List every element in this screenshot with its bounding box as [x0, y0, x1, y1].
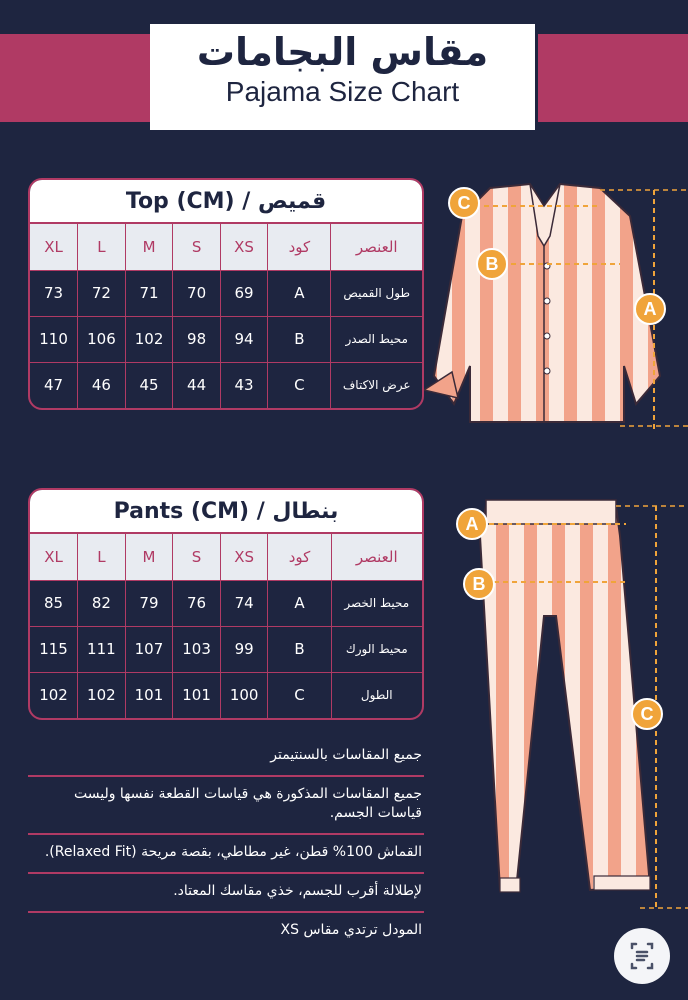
cell-xs: 99	[220, 626, 268, 672]
table-row	[30, 626, 422, 672]
col-header-m: M	[125, 224, 173, 270]
col-header-code: كود	[268, 534, 331, 580]
cell-xs: 69	[220, 270, 267, 316]
top-badge-b: B	[476, 248, 508, 280]
top-table-title: Top (CM) / قميص	[30, 180, 422, 224]
col-header-xs: XS	[220, 224, 267, 270]
cell-label: عرض الاكتاف	[342, 378, 411, 393]
cell-s: 76	[173, 580, 221, 626]
scan-text-icon	[614, 928, 670, 984]
cell-s: 101	[173, 672, 221, 718]
note-fit-advice: لإطلالة أقرب للجسم، خذي مقاسك المعتاد.	[28, 874, 424, 913]
cell-l: 102	[78, 672, 126, 718]
pants-badge-b: B	[463, 568, 495, 600]
col-header-item: العنصر	[331, 534, 422, 580]
cell-xl: 47	[30, 362, 78, 408]
cell-code: A	[268, 270, 331, 316]
table-row	[30, 580, 422, 626]
cell-m: 45	[125, 362, 173, 408]
note-fabric: القماش 100% قطن، غير مطاطي، بقصة مريحة (Relaxed Fit).	[28, 835, 424, 874]
cell-code: B	[268, 626, 331, 672]
header-band-right	[538, 34, 688, 122]
top-size-table	[28, 178, 424, 410]
top-badge-c: C	[448, 187, 480, 219]
col-header-xs: XS	[220, 534, 268, 580]
waistband	[486, 500, 616, 524]
pants-body	[480, 506, 650, 890]
cell-label: طول القميص	[331, 270, 422, 316]
col-header-code: كود	[268, 224, 331, 270]
cell-xl: 110	[30, 316, 78, 362]
cell-code: C	[268, 672, 331, 718]
cell-m: 102	[125, 316, 173, 362]
notes-list	[28, 738, 424, 950]
cell-m: 107	[125, 626, 173, 672]
title-english: Pajama Size Chart	[225, 76, 460, 107]
col-header-l: L	[78, 224, 126, 270]
cell-code: C	[268, 362, 331, 408]
cell-m: 71	[125, 270, 173, 316]
cell-s: 103	[173, 626, 221, 672]
header	[150, 24, 535, 130]
cell-l: 106	[78, 316, 126, 362]
table-row	[30, 672, 422, 718]
cell-label: الطول	[360, 688, 393, 703]
table-row	[30, 316, 422, 362]
cell-code: A	[268, 580, 331, 626]
cell-xl: 115	[30, 626, 78, 672]
header-band-left	[0, 34, 150, 122]
pants-table-title: Pants (CM) / بنطال	[30, 490, 422, 534]
cell-m: 79	[125, 580, 173, 626]
cell-xl: 85	[30, 580, 78, 626]
table-row	[30, 362, 422, 408]
cell-m: 101	[125, 672, 173, 718]
pants-table-header-row	[30, 534, 422, 580]
cell-xs: 100	[220, 672, 268, 718]
title-arabic: مقاس البجامات	[196, 30, 489, 74]
cell-l: 72	[78, 270, 126, 316]
col-header-m: M	[125, 534, 173, 580]
cell-xl: 102	[30, 672, 78, 718]
note-units: جميع المقاسات بالسنتيمتر	[28, 738, 424, 777]
scan-text-button[interactable]	[614, 928, 670, 984]
top-table-header-row	[30, 224, 422, 270]
cell-s: 98	[173, 316, 220, 362]
cell-label: محيط الورك	[331, 626, 422, 672]
col-header-s: S	[173, 534, 221, 580]
table-row	[30, 270, 422, 316]
col-header-s: S	[173, 224, 220, 270]
cell-label: محيط الصدر	[331, 316, 422, 362]
cell-xs: 94	[220, 316, 267, 362]
col-header-xl: XL	[30, 224, 78, 270]
col-header-item: العنصر	[331, 224, 422, 270]
cell-xl: 73	[30, 270, 78, 316]
cell-label: محيط الخصر	[331, 580, 422, 626]
col-header-l: L	[78, 534, 126, 580]
note-model-size: المودل ترتدي مقاس XS	[280, 922, 422, 938]
cell-code: B	[268, 316, 331, 362]
col-header-xl: XL	[30, 534, 78, 580]
pants-badge-c: C	[631, 698, 663, 730]
note-garment-measurements: جميع المقاسات المذكورة هي قياسات القطعة نفسها وليست قياسات الجسم.	[28, 777, 424, 835]
cell-s: 44	[173, 362, 220, 408]
cell-xs: 74	[220, 580, 268, 626]
cell-l: 111	[78, 626, 126, 672]
cell-l: 46	[78, 362, 126, 408]
pants-badge-a: A	[456, 508, 488, 540]
pants-size-table	[28, 488, 424, 720]
cell-xs: 43	[220, 362, 267, 408]
cell-s: 70	[173, 270, 220, 316]
cell-l: 82	[78, 580, 126, 626]
top-badge-a: A	[634, 293, 666, 325]
